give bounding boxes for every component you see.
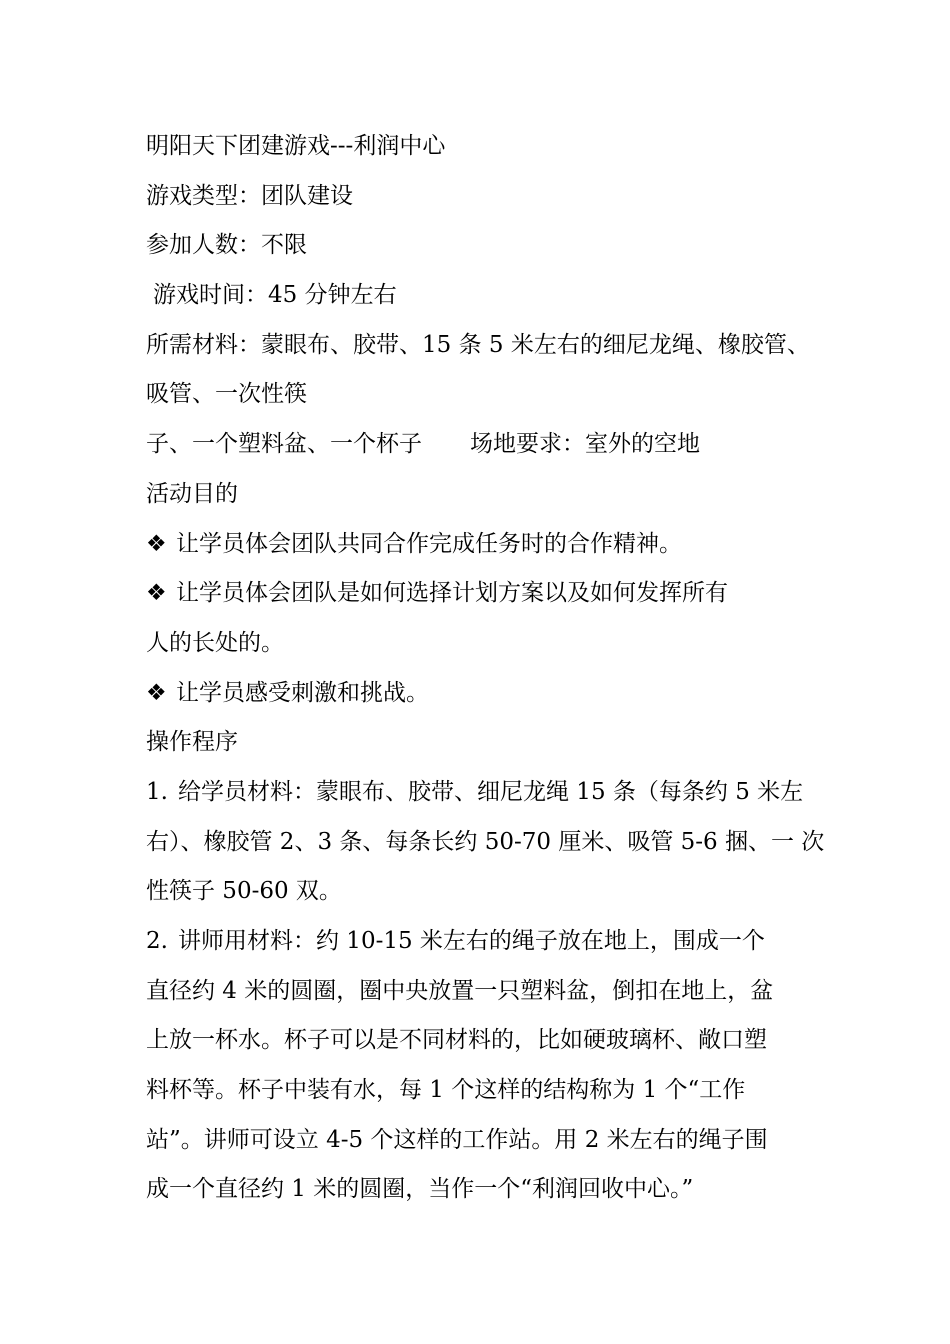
goal-text-2: 让学员体会团队是如何选择计划方案以及如何发挥所有 [176, 580, 728, 607]
materials-line-3: 子、一个塑料盆、一个杯子 [146, 431, 422, 458]
step-2-cont-5: 成一个直径约 1 米的圆圈，当作一个“利润回收中心。” [146, 1176, 694, 1203]
step-1-cont-2: 性筷子 50-60 双。 [146, 878, 342, 905]
step-1 [146, 768, 826, 818]
step-2-text: 讲师用材料：约 10-15 米左右的绳子放在地上，围成一个 [178, 928, 765, 954]
step-2-cont-4: 站”。讲师可设立 4-5 个这样的工作站。用 2 米左右的绳子围 [146, 1126, 768, 1153]
goal-text-1: 让学员体会团队共同合作完成任务时的合作精神。 [176, 530, 682, 557]
bullet-icon: ❖ [146, 530, 167, 557]
materials-line-1: 所需材料：蒙眼布、胶带、15 条 5 米左右的细尼龙绳、橡胶管、 [146, 331, 810, 358]
materials-line-2: 吸管、一次性筷 [146, 381, 307, 408]
step-2-cont-3: 料杯等。杯子中装有水，每 1 个这样的结构称为 1 个“工作 [146, 1077, 746, 1104]
goal-item-1 [146, 520, 826, 570]
document-page [146, 122, 826, 1215]
venue: 场地要求：室外的空地 [470, 431, 700, 458]
game-type: 游戏类型：团队建设 [146, 182, 353, 209]
materials-venue-line [146, 420, 826, 470]
goal-text-3: 让学员感受刺激和挑战。 [176, 679, 429, 706]
bullet-icon: ❖ [146, 580, 167, 607]
step-1-cont-1: 右）、橡胶管 2、3 条、每条长约 50-70 厘米、吸管 5-6 捆、一 次 [146, 828, 825, 855]
step-2-cont-2: 上放一杯水。杯子可以是不同材料的，比如硬玻璃杯、敞口塑 [146, 1027, 767, 1054]
step-2-number: 2. [146, 928, 168, 954]
goal-heading: 活动目的 [146, 480, 238, 507]
duration: 游戏时间：45 分钟左右 [153, 282, 397, 309]
goal-item-3 [146, 669, 826, 719]
goal-text-2-cont: 人的长处的。 [146, 629, 284, 656]
step-2-cont-1: 直径约 4 米的圆圈，圈中央放置一只塑料盆，倒扣在地上，盆 [146, 977, 774, 1004]
goal-item-2 [146, 569, 826, 619]
step-2 [146, 917, 826, 967]
step-1-number: 1. [146, 778, 168, 805]
procedure-heading: 操作程序 [146, 729, 238, 756]
bullet-icon: ❖ [146, 679, 167, 706]
document-title: 明阳天下团建游戏---利润中心 [146, 133, 446, 159]
step-1-text: 给学员材料：蒙眼布、胶带、细尼龙绳 15 条（每条约 5 米左 [178, 778, 804, 805]
duration-line [146, 271, 826, 321]
participants: 参加人数：不限 [146, 232, 307, 259]
